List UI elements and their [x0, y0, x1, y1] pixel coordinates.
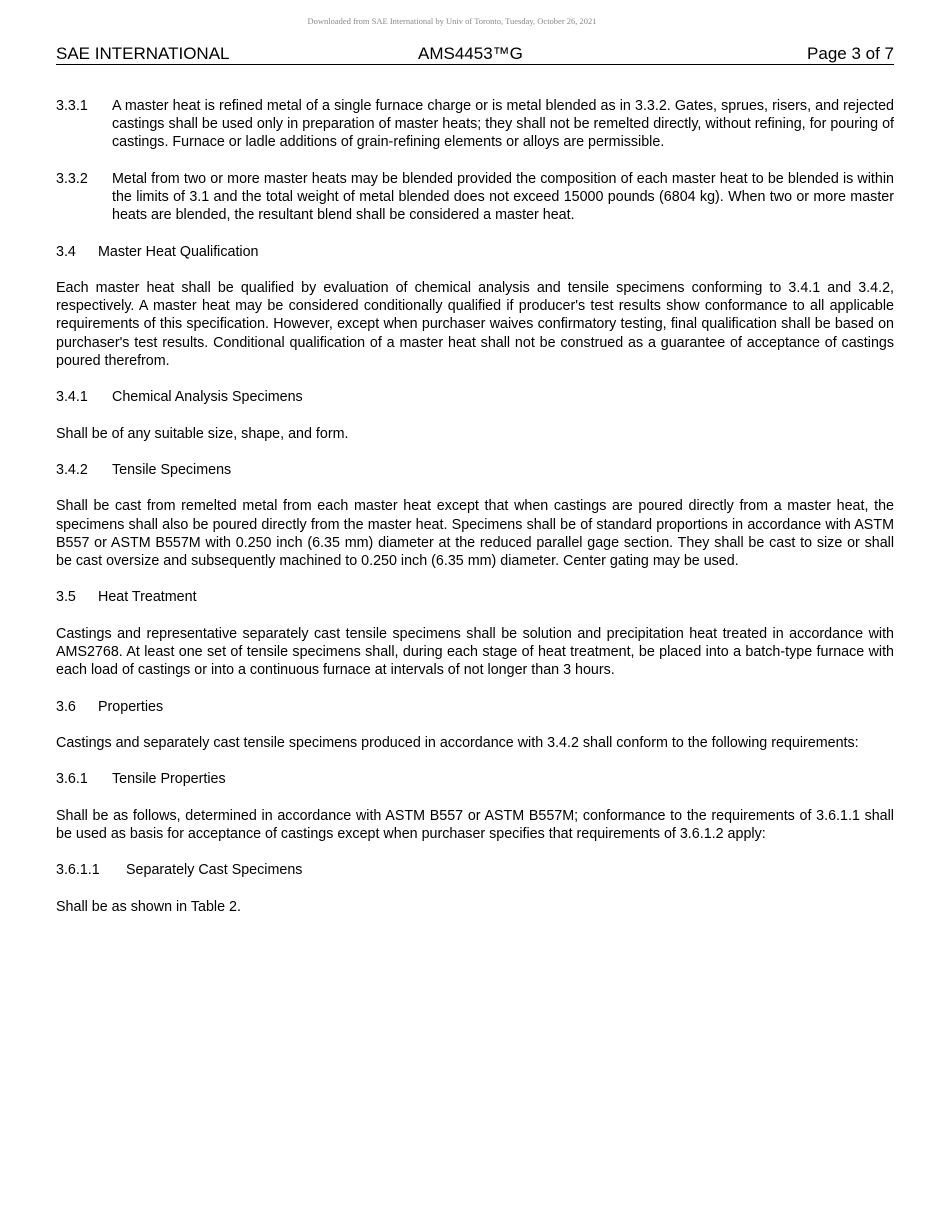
- section-text: A master heat is refined metal of a single furnace charge or is metal blended as in 3.3.2. Gates, sprues, risers, and rejected castings shall be used only in preparation of master heats; they shall not be remelted directly, without refining, for pouring of castings. Furnace or ladle additions of grain-refining elements or alloys are permissible.: [112, 98, 894, 151]
- heading-number: 3.5: [56, 589, 76, 606]
- section-number: 3.3.1: [56, 98, 88, 114]
- section-number: 3.3.2: [56, 170, 88, 187]
- paragraph-3-6-1: Shall be as follows, determined in accordance with ASTM B557 or ASTM B557M; conformance to the requirements of 3.6.1.1 shall be used as basis for acceptance of castings except when purchaser specifies that requirements of 3.6.1.2 apply:: [56, 807, 894, 842]
- paragraph-3-4: Each master heat shall be qualified by evaluation of chemical analysis and tensile specimens conforming to 3.4.1 and 3.4.2, respectively. A master heat may be considered conditionally qualified if producer's test results show conformance to all applicable requirements of this specification. However, except when purchaser waives confirmatory testing, final qualification shall be based on purchaser's test results. Conditional qualification of a master heat shall not be construed as a guarantee of acceptance of castings poured therefrom.: [56, 279, 894, 369]
- heading-number: 3.6: [56, 698, 76, 715]
- page-header: [56, 44, 894, 65]
- download-watermark: Downloaded from SAE International by Univ of Toronto, Tuesday, October 26, 2021: [307, 16, 597, 26]
- heading-number: 3.4.2: [56, 461, 88, 478]
- heading-title: Properties: [98, 698, 164, 715]
- heading-3-4-1: [56, 388, 894, 406]
- heading-3-6: [56, 698, 894, 716]
- paragraph-3-5: Castings and representative separately cast tensile specimens shall be solution and precipitation heat treated in accordance with AMS2768. At least one set of tensile specimens shall, during each stage of heat treatment, be placed into a batch-type furnace with each load of castings or into a continuous furnace at intervals of not longer than 3 hours.: [56, 625, 894, 679]
- heading-3-4-2: [56, 461, 894, 479]
- heading-title: Heat Treatment: [98, 589, 197, 606]
- section-text: Metal from two or more master heats may be blended provided the composition of each master heat to be blended is within the limits of 3.1 and the total weight of metal blended does not exceed 15000 pounds (6804 kg). When two or more master heats are blended, the resultant blend shall be considered a master heat.: [112, 170, 894, 224]
- heading-3-5: [56, 588, 894, 606]
- heading-number: 3.6.1.1: [56, 862, 100, 879]
- paragraph-3-6-1-1: Shall be as shown in Table 2.: [56, 898, 241, 915]
- heading-title: Tensile Specimens: [112, 461, 232, 478]
- paragraph-3-4-2: Shall be cast from remelted metal from each master heat except that when castings are poured directly from a master heat, the specimens shall also be poured directly from the master heat. Specimens shall be of standard proportions in accordance with ASTM B557 or ASTM B557M with 0.250 inch (6.35 mm) diameter at the reduced parallel gage section. They shall be cast to size or shall be cast oversize and subsequently machined to 0.250 inch (6.35 mm) diameter. Center gating may be used.: [56, 498, 894, 569]
- heading-number: 3.4.1: [56, 389, 88, 406]
- heading-number: 3.6.1: [56, 771, 88, 788]
- heading-title: Separately Cast Specimens: [126, 862, 303, 879]
- paragraph-3-4-1: Shall be of any suitable size, shape, and form.: [56, 425, 349, 442]
- section-3-3-1: [56, 97, 894, 152]
- header-org: SAE INTERNATIONAL: [56, 44, 230, 63]
- heading-title: Master Heat Qualification: [98, 243, 259, 260]
- heading-number: 3.4: [56, 243, 76, 260]
- section-3-3-2: [56, 170, 894, 225]
- heading-3-4: [56, 243, 894, 261]
- heading-title: Chemical Analysis Specimens: [112, 389, 303, 406]
- heading-3-6-1-1: [56, 861, 894, 879]
- document-body: [56, 97, 894, 934]
- heading-3-6-1: [56, 770, 894, 788]
- paragraph-3-6: Castings and separately cast tensile specimens produced in accordance with 3.4.2 shall conform to the following requirements:: [56, 734, 859, 751]
- header-doc-id: AMS4453™G: [418, 44, 523, 63]
- header-page-number: Page 3 of 7: [807, 44, 894, 63]
- heading-title: Tensile Properties: [112, 771, 226, 788]
